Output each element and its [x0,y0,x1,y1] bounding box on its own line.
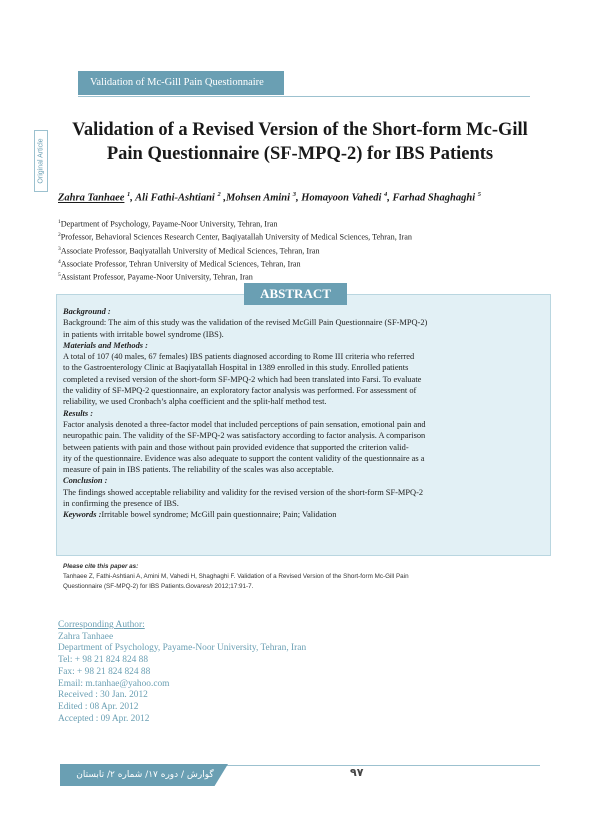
abstract-line: the validity of SF-MPQ-2 questionnaire, an exploratory factor analysis was performed. For assessment of [63,386,417,396]
keywords-heading: Keywords : [63,510,102,520]
corresponding-line: Fax: + 98 21 824 824 88 [58,666,151,677]
journal-name: Govaresh [185,583,213,590]
abstract-line: measure of pain in IBS patients. The reliability of the scales was also acceptable. [63,465,334,475]
citation-line: Tanhaee Z, Fathi-Ashtiani A, Amini M, Vahedi H, Shaghaghi F. Validation of a Revised Version of the Short-form Mc-Gill Pain [63,573,409,580]
conclusion-heading: Conclusion : [63,476,108,486]
corresponding-author [58,620,458,725]
corresponding-line: Received : 30 Jan. 2012 [58,690,148,701]
author-name: Zahra Tanhaee [58,192,125,204]
abstract-line: between patients with pain and those without pain provided evidence that supported the criterion valid- [63,442,409,452]
citation-line: Questionnaire (SF-MPQ-2) for IBS Patients.Govaresh 2012;17:91-7. [63,583,254,590]
footer-journal-info: گوارش / دوره ۱۷/ شماره ۲/ تابستان ۱۳۹۱ [76,770,214,802]
keywords-text: Irritable bowel syndrome; McGill pain questionnaire; Pain; Validation [101,510,337,520]
corresponding-line: Edited : 08 Apr. 2012 [58,701,139,712]
affiliation: $^3$Associate Professor, Baqiyatallah University of Medical Sciences, Tehran, Iran [58,245,320,256]
abstract-line: Background: The aim of this study was the validation of the revised McGill Pain Questionnaire (SF-MPQ-2) [63,318,428,328]
title-line-1: Validation of a Revised Version of the Short-form Mc-Gill [72,120,528,140]
author-sup: 4 [384,191,388,198]
author-sup: 2 [217,191,221,198]
citation-heading: Please cite this paper as: [63,563,139,570]
author-name: Homayoon Vahedi [301,192,382,204]
running-header: Validation of Mc-Gill Pain Questionnaire [78,71,284,95]
author-sup: 3 [292,191,296,198]
corresponding-line: Department of Psychology, Payame-Noor University, Tehran, Iran [58,643,307,654]
author-sup: 5 [477,191,481,198]
author-name: Farhad Shaghaghi [392,192,476,204]
page-number: ۹۷ [350,766,364,779]
methods-heading: Materials and Methods : [63,340,148,350]
background-heading: Background : [63,307,111,316]
article-type-label: Original Article [37,138,45,184]
abstract-body [63,306,547,521]
abstract-line: ity of the questionnaire. Evidence was also adequate to support the content validity of the questionnaire as a [63,453,425,463]
abstract-line: in patients with irritable bowel syndrome (IBS). [63,329,224,339]
affiliation: $^1$Department of Psychology, Payame-Noor University, Tehran, Iran [58,219,278,229]
corresponding-line: Zahra Tanhaee [58,631,114,642]
abstract-line: reliability, we used Cronbach’s alpha coefficient and the split-half method test. [63,397,327,407]
article-type-tab [34,130,48,192]
author-sup: 1 [127,191,131,198]
citation [63,562,543,592]
abstract-line: A total of 107 (40 males, 67 females) IBS patients diagnosed according to Rome III criteria who referred [63,352,415,362]
keywords [63,509,547,520]
corresponding-line: Accepted : 09 Apr. 2012 [58,713,150,724]
abstract-line: to the Gastroenterology Clinic at Baqiyatallah Hospital in 1389 enrolled in this study. Enrolled patients [63,363,409,373]
corresponding-heading: Corresponding Author: [58,620,145,630]
results-heading: Results : [63,408,94,418]
affiliation: $^2$Professor, Behavioral Sciences Research Center, Baqiyatallah University of Medical Sciences, Tehran, Iran [58,232,412,243]
abstract-line: neuropathic pain. The validity of the SF-MPQ-2 was satisfactory according to factor analysis. A comparison [63,431,426,441]
title-line-2: Pain Questionnaire (SF-MPQ-2) for IBS Patients [106,144,494,164]
affiliation: $^5$Assistant Professor, Payame-Noor University, Tehran, Iran [58,272,253,283]
abstract-line: The findings showed acceptable reliability and validity for the revised version of the short-form SF-MPQ-2 [63,487,424,497]
affiliation: $^4$Associate Professor, Tehran University of Medical Sciences, Tehran, Iran [58,258,301,269]
abstract-line: in confirming the presence of IBS. [63,499,179,509]
author-list: Zahra Tanhaee $^1$, Ali Fathi-Ashtiani $^2$ ,Mohsen Amini $^3$, Homayoon Vahedi $^4$, Farhad Shaghaghi $^5$ [58,191,481,204]
author-name: Mohsen Amini [225,192,291,204]
abstract-line: completed a revised version of the short-form SF-MPQ-2 which had been translated into Farsi. To evaluate [63,374,422,384]
corresponding-line: Email: m.tanhae@yahoo.com [58,678,170,689]
affiliations [58,217,548,284]
abstract-label: ABSTRACT [244,283,347,305]
paper-title [55,118,545,166]
header-rule [78,96,530,97]
author-name: Ali Fathi-Ashtiani [135,192,215,204]
corresponding-line: Tel: + 98 21 824 824 88 [58,655,149,666]
abstract-line: Factor analysis denoted a three-factor model that included perceptions of pain sensation, emotional pain and [63,419,426,429]
